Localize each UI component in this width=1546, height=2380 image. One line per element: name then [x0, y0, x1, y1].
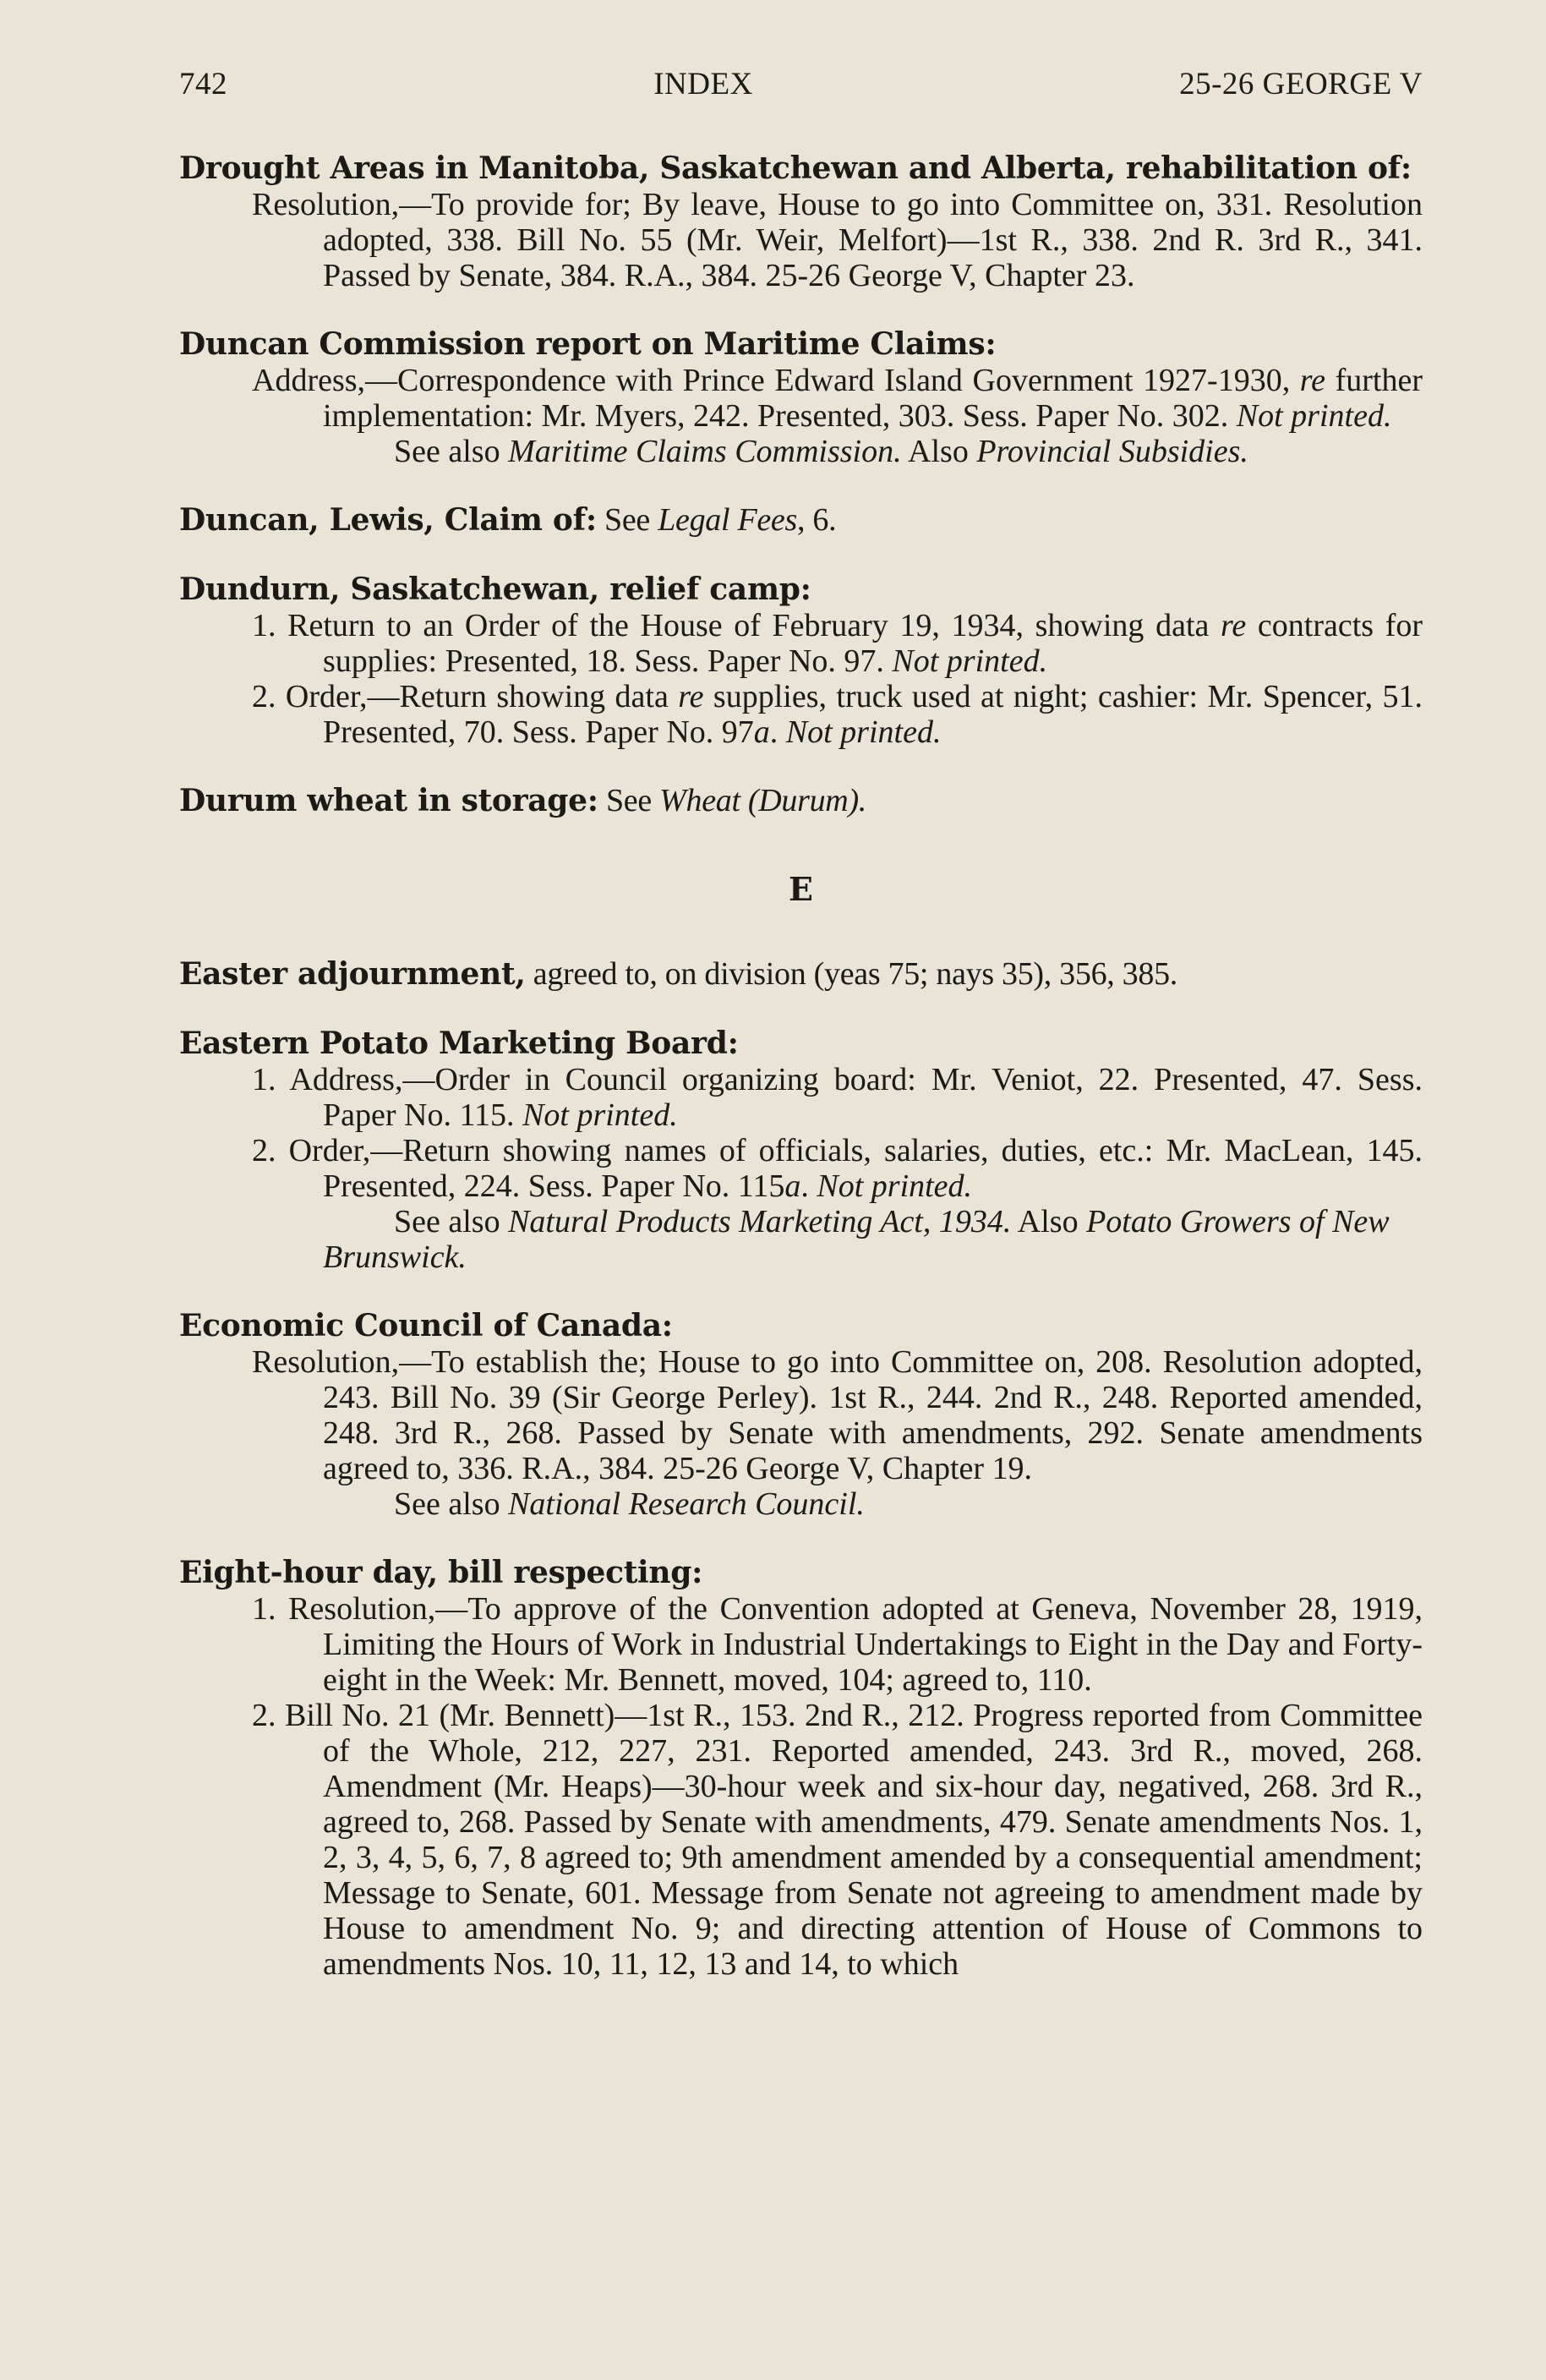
cross-reference: See Legal Fees, 6.: [596, 502, 837, 538]
entry-eastern-potato: [179, 1025, 1423, 1275]
entry-durum-wheat: [179, 782, 1423, 819]
see-also: See also Maritime Claims Commission. Also Provincial Subsidies.: [394, 434, 1248, 469]
entry-text: Address,—Correspondence with Prince Edward Island Government 1927-1930, re further implementation: Mr. Myers, 242. Presented, 303. Sess. Paper No. 302. Not printed.: [252, 363, 1423, 434]
page-number: 742: [179, 67, 227, 101]
entry-heading: Duncan Commission report on Maritime Claims:: [179, 326, 997, 362]
entry-economic-council: [179, 1307, 1423, 1522]
header-title: INDEX: [653, 67, 753, 101]
list-item: 1. Resolution,—To approve of the Convention adopted at Geneva, November 28, 1919, Limiting the Hours of Work in Industrial Undertakings to Eight in the Day and Forty-eight in the Week: Mr. Bennett, moved, 104; agreed to, 110.: [252, 1591, 1423, 1698]
section-letter: E: [789, 870, 813, 908]
entry-heading: Drought Areas in Manitoba, Saskatchewan and Alberta, rehabilitation of:: [179, 150, 1412, 186]
entry-heading: Eastern Potato Marketing Board:: [179, 1026, 739, 1061]
list-item: 2. Order,—Return showing names of officials, salaries, duties, etc.: Mr. MacLean, 145. Presented, 224. Sess. Paper No. 115a. Not printed.: [252, 1133, 1423, 1204]
entry-eight-hour-day: [179, 1554, 1423, 1982]
list-item: 2. Bill No. 21 (Mr. Bennett)—1st R., 153. 2nd R., 212. Progress reported from Committee of the Whole, 212, 227, 231. Reported amended, 243. 3rd R., moved, 268. Amendment (Mr. Heaps)—30-hour week and six-hour day, negatived, 268. 3rd R., agreed to, 268. Passed by Senate with amendments, 479. Senate amendments Nos. 1, 2, 3, 4, 5, 6, 7, 8 agreed to; 9th amendment amended by a consequential amendment; Message to Senate, 601. Message from Senate not agreeing to amendment made by House to amendment No. 9; and directing attention of House of Commons to amendments Nos. 10, 11, 12, 13 and 14, to which: [252, 1698, 1423, 1982]
entry-drought-areas: [179, 150, 1423, 293]
entry-heading: Economic Council of Canada:: [179, 1308, 673, 1343]
entry-duncan-commission: [179, 326, 1423, 469]
list-item: 1. Address,—Order in Council organizing board: Mr. Veniot, 22. Presented, 47. Sess. Paper No. 115. Not printed.: [252, 1062, 1423, 1133]
entry-easter-adjournment: [179, 955, 1423, 993]
list-item: 1. Return to an Order of the House of February 19, 1934, showing data re contracts for supplies: Presented, 18. Sess. Paper No. 97. Not printed.: [252, 608, 1423, 679]
entry-heading: Eight-hour day, bill respecting:: [179, 1555, 703, 1590]
cross-reference: See Wheat (Durum).: [598, 783, 867, 818]
entry-heading: Durum wheat in storage:: [179, 783, 598, 818]
entry-text: Resolution,—To provide for; By leave, House to go into Committee on, 331. Resolution adopted, 338. Bill No. 55 (Mr. Weir, Melfort)—1st R., 338. 2nd R. 3rd R., 341. Passed by Senate, 384. R.A., 384. 25-26 George V, Chapter 23.: [252, 187, 1423, 293]
entry-heading: Duncan, Lewis, Claim of:: [179, 502, 597, 538]
entry-text: agreed to, on division (yeas 75; nays 35), 356, 385.: [525, 956, 1177, 992]
entry-duncan-lewis: [179, 501, 1423, 539]
entry-text: Resolution,—To establish the; House to go into Committee on, 208. Resolution adopted, 243. Bill No. 39 (Sir George Perley). 1st R., 244. 2nd R., 248. Reported amended, 248. 3rd R., 268. Passed by Senate with amendments, 292. Senate amendments agreed to, 336. R.A., 384. 25-26 George V, Chapter 19.: [252, 1344, 1423, 1486]
list-item: 2. Order,—Return showing data re supplies, truck used at night; cashier: Mr. Spencer, 51. Presented, 70. Sess. Paper No. 97a. Not printed.: [252, 679, 1423, 750]
header-volume: 25-26 GEORGE V: [1179, 67, 1423, 101]
see-also: See also Natural Products Marketing Act, 1934. Also Potato Growers of New Brunswick.: [323, 1204, 1390, 1275]
entry-heading: Easter adjournment,: [179, 956, 526, 992]
entry-dundurn: [179, 571, 1423, 750]
see-also: See also National Research Council.: [394, 1486, 865, 1522]
running-header: [179, 66, 1423, 102]
entry-heading: Dundurn, Saskatchewan, relief camp:: [179, 572, 811, 607]
